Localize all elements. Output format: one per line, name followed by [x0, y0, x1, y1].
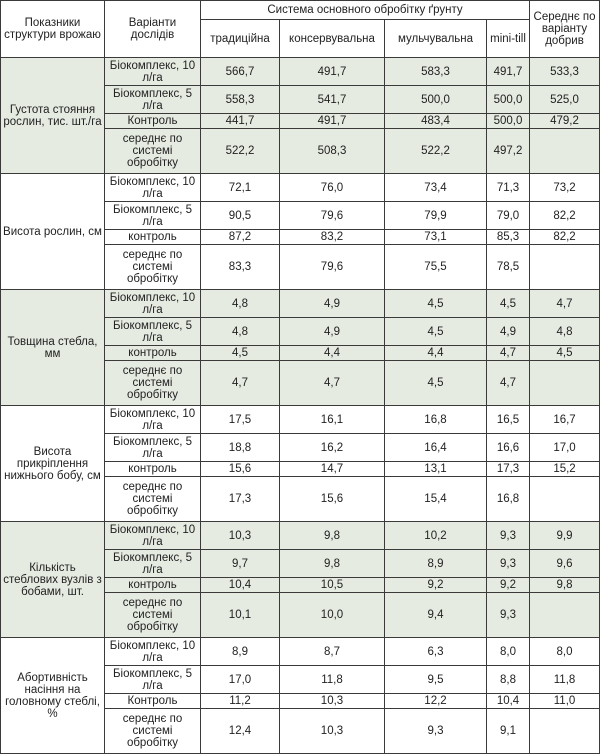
value-cell: 8,9 — [385, 550, 487, 578]
value-cell: 10,2 — [385, 522, 487, 550]
indicator-cell: Кількість стеблових вузлів з бобами, шт. — [1, 522, 105, 638]
average-cell: 16,7 — [530, 406, 600, 434]
value-cell: 4,4 — [385, 346, 487, 361]
value-cell: 15,6 — [280, 477, 385, 522]
value-cell: 87,2 — [201, 230, 280, 245]
value-cell: 16,8 — [487, 477, 530, 522]
value-cell: 10,4 — [201, 578, 280, 593]
average-cell: 73,2 — [530, 174, 600, 202]
value-cell: 10,0 — [280, 593, 385, 638]
average-cell — [530, 593, 600, 638]
value-cell: 11,2 — [201, 694, 280, 709]
value-cell: 10,5 — [280, 578, 385, 593]
average-cell — [530, 361, 600, 406]
value-cell: 73,1 — [385, 230, 487, 245]
indicator-cell: Товщина стебла, мм — [1, 290, 105, 406]
variant-cell: Біокомплекс, 10 л/га — [105, 522, 201, 550]
value-cell: 9,2 — [385, 578, 487, 593]
value-cell: 4,7 — [487, 346, 530, 361]
value-cell: 4,7 — [201, 361, 280, 406]
value-cell: 491,7 — [280, 58, 385, 86]
value-cell: 15,6 — [201, 462, 280, 477]
value-cell: 16,5 — [487, 406, 530, 434]
average-cell: 4,8 — [530, 318, 600, 346]
value-cell: 6,3 — [385, 638, 487, 666]
value-cell: 9,3 — [385, 709, 487, 754]
value-cell: 500,0 — [487, 114, 530, 129]
average-cell: 4,7 — [530, 290, 600, 318]
value-cell: 4,8 — [201, 290, 280, 318]
variant-cell: Контроль — [105, 114, 201, 129]
value-cell: 9,3 — [487, 550, 530, 578]
value-cell: 73,4 — [385, 174, 487, 202]
variant-cell: середнє по системі обробітку — [105, 129, 201, 174]
table-row — [1, 58, 600, 86]
value-cell: 4,5 — [201, 346, 280, 361]
value-cell: 4,7 — [487, 361, 530, 406]
table-row — [1, 290, 600, 318]
average-cell: 9,9 — [530, 522, 600, 550]
average-cell: 9,6 — [530, 550, 600, 578]
average-cell: 17,0 — [530, 434, 600, 462]
value-cell: 566,7 — [201, 58, 280, 86]
value-cell: 4,8 — [201, 318, 280, 346]
value-cell: 12,2 — [385, 694, 487, 709]
average-cell: 11,8 — [530, 666, 600, 694]
average-cell — [530, 477, 600, 522]
value-cell: 8,0 — [487, 638, 530, 666]
value-cell: 15,4 — [385, 477, 487, 522]
value-cell: 4,5 — [487, 290, 530, 318]
variant-cell: середнє по системі обробітку — [105, 477, 201, 522]
indicator-cell: Висота рослин, см — [1, 174, 105, 290]
value-cell: 8,9 — [201, 638, 280, 666]
variant-cell: контроль — [105, 462, 201, 477]
table-body — [1, 58, 600, 754]
value-cell: 9,8 — [280, 550, 385, 578]
value-cell: 11,8 — [280, 666, 385, 694]
value-cell: 17,3 — [201, 477, 280, 522]
value-cell: 9,1 — [487, 709, 530, 754]
value-cell: 16,6 — [487, 434, 530, 462]
variant-cell: Біокомплекс, 10 л/га — [105, 290, 201, 318]
value-cell: 75,5 — [385, 245, 487, 290]
value-cell: 76,0 — [280, 174, 385, 202]
variant-cell: середнє по системі обробітку — [105, 361, 201, 406]
variant-cell: Біокомплекс, 5 л/га — [105, 434, 201, 462]
variant-cell: Біокомплекс, 10 л/га — [105, 638, 201, 666]
value-cell: 483,4 — [385, 114, 487, 129]
header-indicator: Показники структури врожаю — [1, 1, 105, 58]
average-cell: 479,2 — [530, 114, 600, 129]
average-cell: 525,0 — [530, 86, 600, 114]
average-cell: 533,3 — [530, 58, 600, 86]
value-cell: 16,2 — [280, 434, 385, 462]
value-cell: 16,4 — [385, 434, 487, 462]
value-cell: 4,5 — [385, 318, 487, 346]
value-cell: 4,5 — [385, 361, 487, 406]
value-cell: 17,0 — [201, 666, 280, 694]
value-cell: 4,5 — [385, 290, 487, 318]
value-cell: 500,0 — [487, 86, 530, 114]
value-cell: 4,7 — [280, 361, 385, 406]
value-cell: 79,6 — [280, 202, 385, 230]
average-cell: 9,8 — [530, 578, 600, 593]
value-cell: 8,7 — [280, 638, 385, 666]
variant-cell: середнє по системі обробітку — [105, 593, 201, 638]
value-cell: 4,9 — [280, 290, 385, 318]
table-row — [1, 522, 600, 550]
value-cell: 9,3 — [487, 522, 530, 550]
value-cell: 558,3 — [201, 86, 280, 114]
indicator-cell: Густота стояння рослин, тис. шт./га — [1, 58, 105, 174]
variant-cell: контроль — [105, 346, 201, 361]
value-cell: 13,1 — [385, 462, 487, 477]
variant-cell: контроль — [105, 230, 201, 245]
variant-cell: Біокомплекс, 5 л/га — [105, 666, 201, 694]
value-cell: 72,1 — [201, 174, 280, 202]
header-tillage-system: Система основного обробітку ґрунту — [201, 1, 530, 20]
header-system-mini-till: mini-till — [487, 20, 530, 58]
value-cell: 491,7 — [280, 114, 385, 129]
variant-cell: Біокомплекс, 10 л/га — [105, 174, 201, 202]
value-cell: 83,3 — [201, 245, 280, 290]
variant-cell: Контроль — [105, 694, 201, 709]
value-cell: 12,4 — [201, 709, 280, 754]
value-cell: 78,5 — [487, 245, 530, 290]
value-cell: 491,7 — [487, 58, 530, 86]
value-cell: 16,8 — [385, 406, 487, 434]
value-cell: 583,3 — [385, 58, 487, 86]
value-cell: 541,7 — [280, 86, 385, 114]
value-cell: 10,4 — [487, 694, 530, 709]
header-system-traditional: традиційна — [201, 20, 280, 58]
variant-cell: Біокомплекс, 10 л/га — [105, 406, 201, 434]
value-cell: 79,0 — [487, 202, 530, 230]
indicator-cell: Абортивність насіння на головному стеблі, % — [1, 638, 105, 754]
value-cell: 9,8 — [280, 522, 385, 550]
value-cell: 9,2 — [487, 578, 530, 593]
value-cell: 17,5 — [201, 406, 280, 434]
value-cell: 9,7 — [201, 550, 280, 578]
value-cell: 9,4 — [385, 593, 487, 638]
value-cell: 522,2 — [385, 129, 487, 174]
value-cell: 18,8 — [201, 434, 280, 462]
value-cell: 9,5 — [385, 666, 487, 694]
average-cell — [530, 245, 600, 290]
indicator-cell: Висота прикріплення нижнього бобу, см — [1, 406, 105, 522]
average-cell — [530, 129, 600, 174]
average-cell: 15,2 — [530, 462, 600, 477]
table-row — [1, 406, 600, 434]
value-cell: 10,3 — [201, 522, 280, 550]
value-cell: 497,2 — [487, 129, 530, 174]
average-cell: 11,0 — [530, 694, 600, 709]
variant-cell: середнє по системі обробітку — [105, 709, 201, 754]
variant-cell: Біокомплекс, 5 л/га — [105, 550, 201, 578]
average-cell — [530, 709, 600, 754]
value-cell: 441,7 — [201, 114, 280, 129]
value-cell: 8,8 — [487, 666, 530, 694]
value-cell: 71,3 — [487, 174, 530, 202]
header-variant: Варіанти дослідів — [105, 1, 201, 58]
value-cell: 9,3 — [487, 593, 530, 638]
value-cell: 85,3 — [487, 230, 530, 245]
table-row — [1, 638, 600, 666]
value-cell: 79,6 — [280, 245, 385, 290]
variant-cell: Біокомплекс, 5 л/га — [105, 318, 201, 346]
value-cell: 90,5 — [201, 202, 280, 230]
value-cell: 17,3 — [487, 462, 530, 477]
value-cell: 508,3 — [280, 129, 385, 174]
value-cell: 16,1 — [280, 406, 385, 434]
value-cell: 4,9 — [280, 318, 385, 346]
average-cell: 82,2 — [530, 202, 600, 230]
average-cell: 4,5 — [530, 346, 600, 361]
header-system-mulch: мульчувальна — [385, 20, 487, 58]
table-row — [1, 174, 600, 202]
value-cell: 79,9 — [385, 202, 487, 230]
variant-cell: Біокомплекс, 5 л/га — [105, 202, 201, 230]
value-cell: 10,3 — [280, 709, 385, 754]
variant-cell: Біокомплекс, 5 л/га — [105, 86, 201, 114]
value-cell: 10,3 — [280, 694, 385, 709]
average-cell: 82,2 — [530, 230, 600, 245]
variant-cell: контроль — [105, 578, 201, 593]
value-cell: 4,4 — [280, 346, 385, 361]
value-cell: 10,1 — [201, 593, 280, 638]
value-cell: 83,2 — [280, 230, 385, 245]
header-average-by-fertilizer: Середнє по варіанту добрив — [530, 1, 600, 58]
variant-cell: Біокомплекс, 10 л/га — [105, 58, 201, 86]
value-cell: 4,9 — [487, 318, 530, 346]
value-cell: 500,0 — [385, 86, 487, 114]
variant-cell: середнє по системі обробітку — [105, 245, 201, 290]
header-system-conservation: консервувальна — [280, 20, 385, 58]
average-cell: 8,0 — [530, 638, 600, 666]
value-cell: 522,2 — [201, 129, 280, 174]
value-cell: 14,7 — [280, 462, 385, 477]
